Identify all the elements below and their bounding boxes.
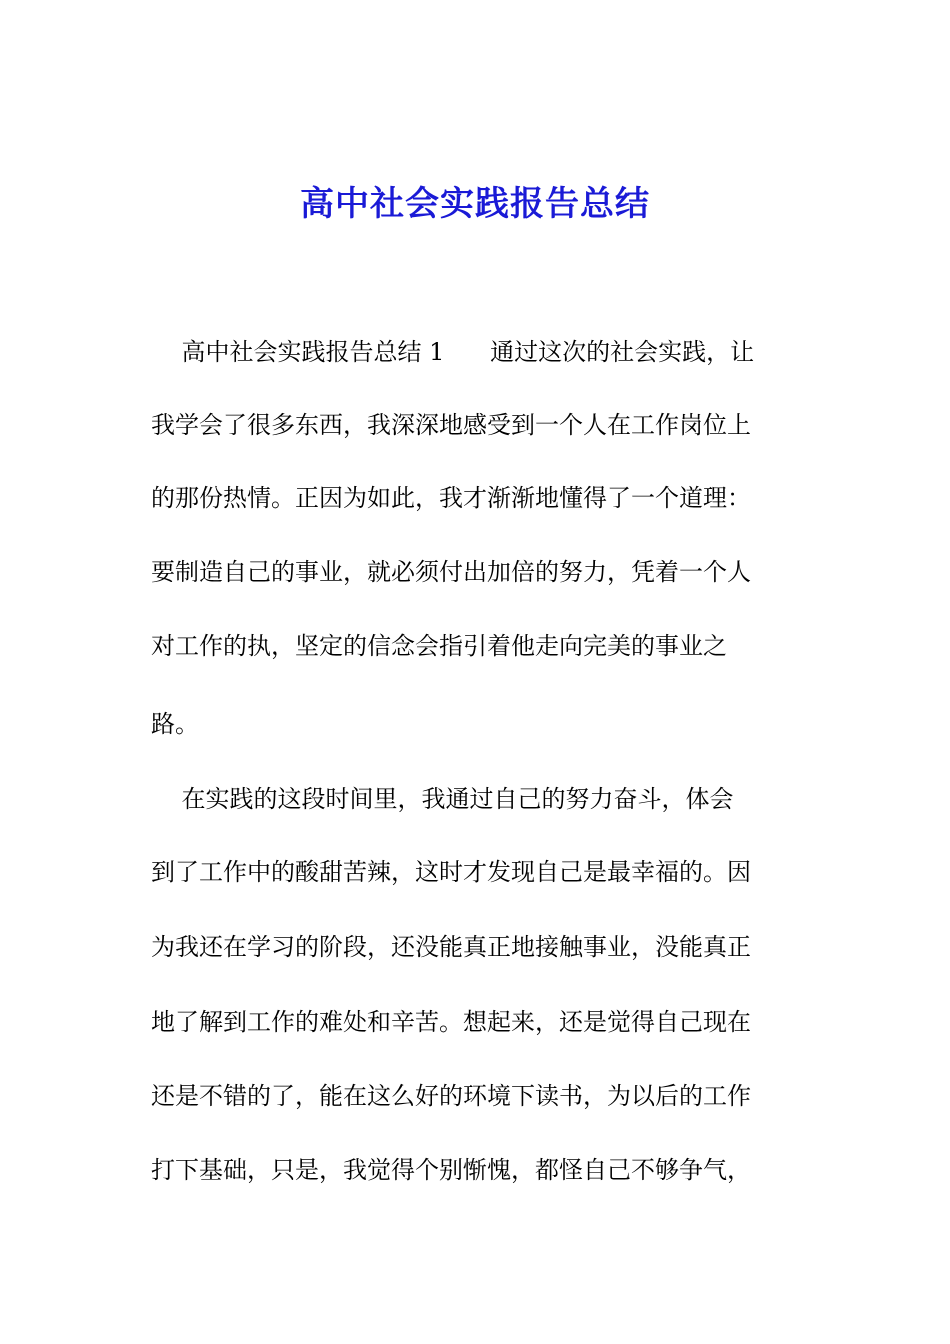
paragraph-line: 地了解到工作的难处和辛苦。想起来，还是觉得自己现在 — [151, 1008, 751, 1036]
paragraph-line: 高中社会实践报告总结 1 通过这次的社会实践，让 — [151, 338, 755, 366]
paragraph-line: 为我还在学习的阶段，还没能真正地接触事业，没能真正 — [151, 933, 751, 961]
paragraph-line: 我学会了很多东西，我深深地感受到一个人在工作岗位上 — [151, 411, 751, 439]
paragraph-line: 在实践的这段时间里，我通过自己的努力奋斗，体会 — [151, 785, 734, 813]
paragraph-line: 还是不错的了，能在这么好的环境下读书，为以后的工作 — [151, 1082, 751, 1110]
paragraph-line: 路。 — [151, 710, 199, 738]
paragraph-line: 到了工作中的酸甜苦辣，这时才发现自己是最幸福的。因 — [151, 858, 751, 886]
paragraph-line: 要制造自己的事业，就必须付出加倍的努力，凭着一个人 — [151, 558, 751, 586]
paragraph-line: 打下基础，只是，我觉得个别惭愧，都怪自己不够争气， — [151, 1156, 751, 1184]
paragraph-line: 对工作的执，坚定的信念会指引着他走向完美的事业之 — [151, 632, 727, 660]
document-title: 高中社会实践报告总结 — [300, 184, 650, 224]
paragraph-line: 的那份热情。正因为如此，我才渐渐地懂得了一个道理： — [151, 484, 751, 512]
